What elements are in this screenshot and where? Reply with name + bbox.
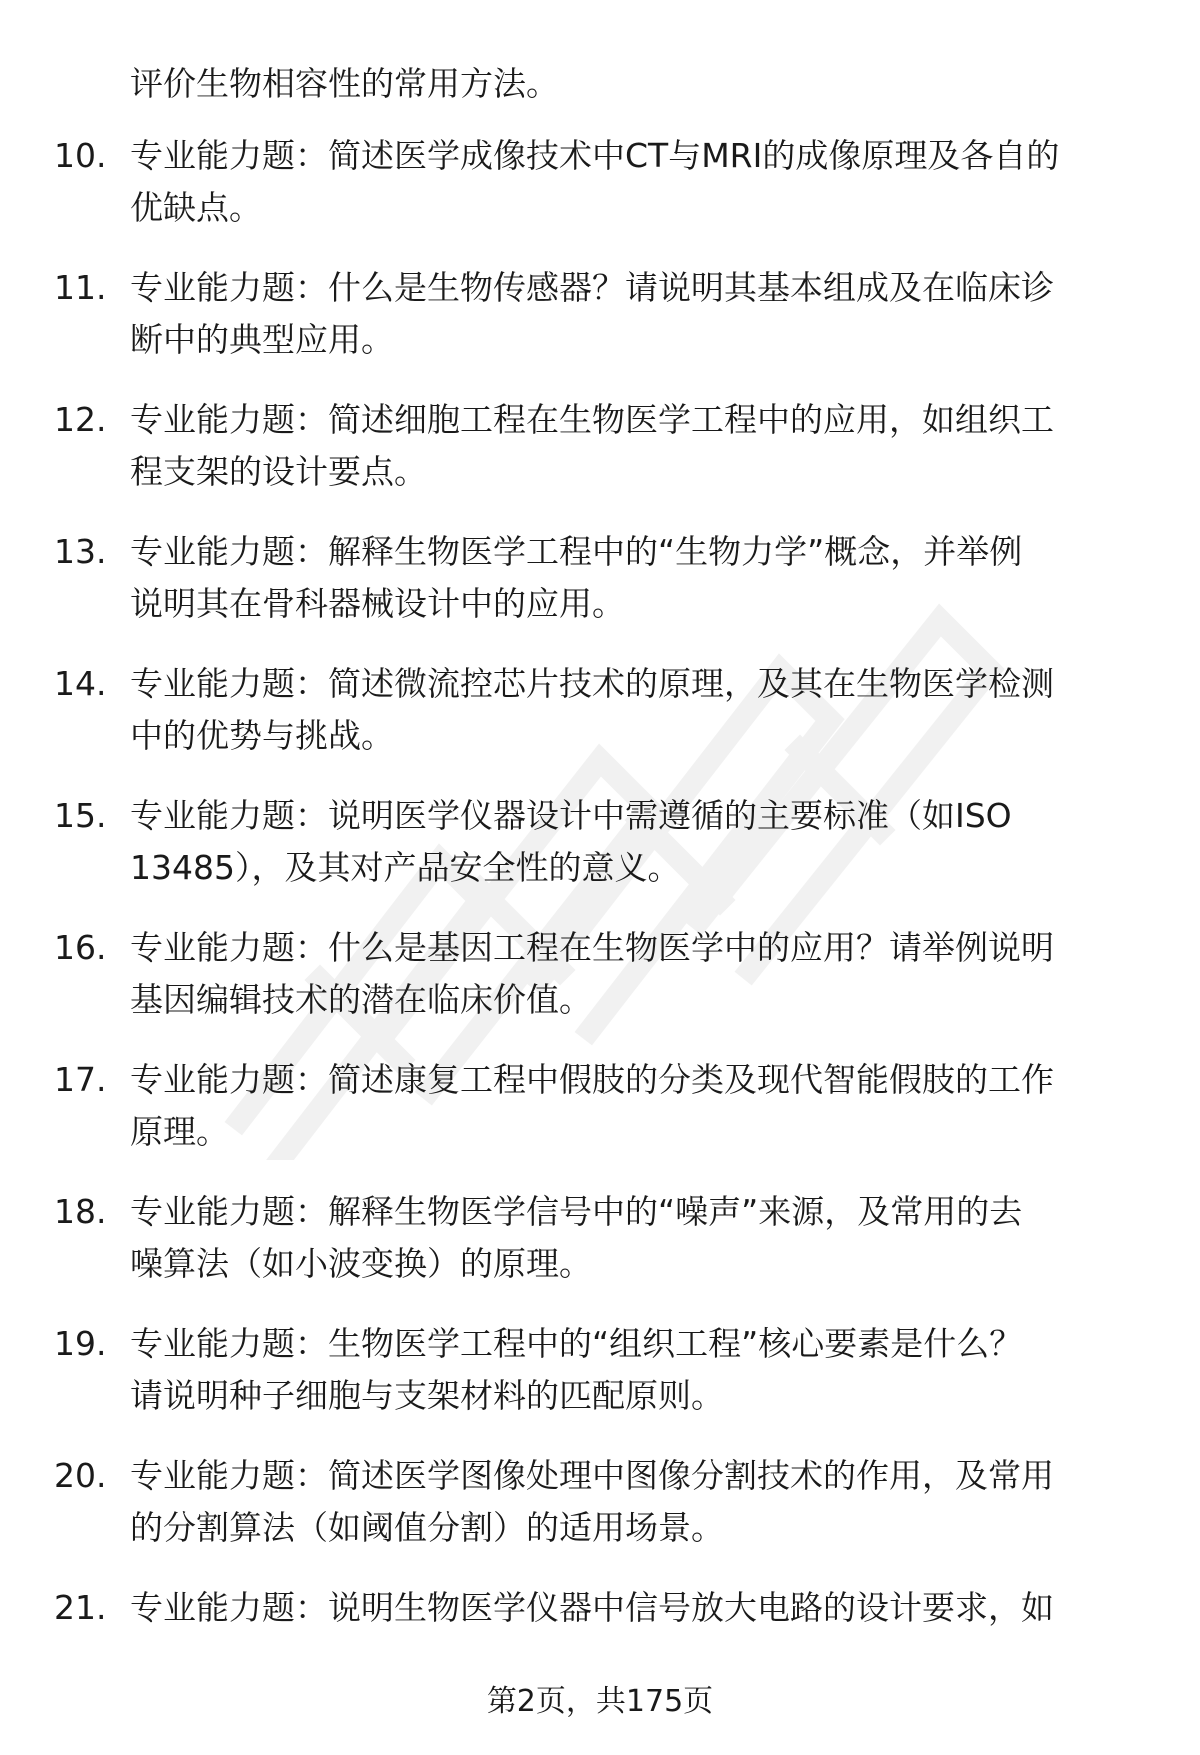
question-number: 13.: [54, 532, 107, 571]
question-line: 程支架的设计要点。: [130, 452, 427, 491]
question-line: 13485），及其对产品安全性的意义。: [130, 848, 681, 887]
question-text: [130, 394, 1150, 498]
question-line: 专业能力题：简述微流控芯片技术的原理，及其在生物医学检测: [130, 664, 1054, 703]
question-number: 20.: [54, 1456, 107, 1495]
question-line: 优缺点。: [130, 188, 262, 227]
page-footer: 第2页，共175页: [486, 1684, 714, 1719]
question-text: [130, 922, 1150, 1026]
question-line: 的分割算法（如阈值分割）的适用场景。: [130, 1508, 724, 1547]
question-line: 专业能力题：解释生物医学工程中的“生物力学”概念，并举例: [130, 532, 1023, 571]
question-number: 21.: [54, 1588, 107, 1627]
question-line: 专业能力题：简述细胞工程在生物医学工程中的应用，如组织工: [130, 400, 1054, 439]
question-text: [130, 658, 1150, 762]
question-line: 噪算法（如小波变换）的原理。: [130, 1244, 592, 1283]
question-number: 17.: [54, 1060, 107, 1099]
question-number: 10.: [54, 136, 107, 175]
question-line: 请说明种子细胞与支架材料的匹配原则。: [130, 1376, 724, 1415]
question-text: [130, 262, 1150, 366]
question-number: 16.: [54, 928, 107, 967]
question-number: 12.: [54, 400, 107, 439]
question-line: 专业能力题：什么是基因工程在生物医学中的应用？请举例说明: [130, 928, 1054, 967]
question-line: 专业能力题：说明医学仪器设计中需遵循的主要标准（如ISO: [130, 796, 1012, 835]
question-text: [130, 790, 1150, 894]
question-text: [130, 1054, 1150, 1158]
question-line: 专业能力题：解释生物医学信号中的“噪声”来源，及常用的去: [130, 1192, 1023, 1231]
question-line: 中的优势与挑战。: [130, 716, 394, 755]
question-text: [130, 1450, 1150, 1554]
question-number: 15.: [54, 796, 107, 835]
question-line: 专业能力题：简述康复工程中假肢的分类及现代智能假肢的工作: [130, 1060, 1054, 1099]
question-line: 基因编辑技术的潜在临床价值。: [130, 980, 592, 1019]
question-text: [130, 526, 1150, 630]
question-line: 说明其在骨科器械设计中的应用。: [130, 584, 625, 623]
question-text: [130, 1582, 1150, 1634]
question-line: 专业能力题：简述医学图像处理中图像分割技术的作用，及常用: [130, 1456, 1054, 1495]
question-line: 专业能力题：生物医学工程中的“组织工程”核心要素是什么？: [130, 1324, 1023, 1363]
question-number: 18.: [54, 1192, 107, 1231]
question-line: 原理。: [130, 1112, 229, 1151]
continuation-text: 评价生物相容性的常用方法。: [130, 64, 559, 103]
question-line: 专业能力题：什么是生物传感器？请说明其基本组成及在临床诊: [130, 268, 1054, 307]
question-text: [130, 1318, 1150, 1422]
question-number: 11.: [54, 268, 107, 307]
question-number: 14.: [54, 664, 107, 703]
question-text: [130, 1186, 1150, 1290]
question-line: 断中的典型应用。: [130, 320, 394, 359]
question-line: 专业能力题：简述医学成像技术中CT与MRI的成像原理及各自的: [130, 136, 1060, 175]
question-number: 19.: [54, 1324, 107, 1363]
question-line: 专业能力题：说明生物医学仪器中信号放大电路的设计要求，如: [130, 1588, 1054, 1627]
question-text: [130, 130, 1150, 234]
